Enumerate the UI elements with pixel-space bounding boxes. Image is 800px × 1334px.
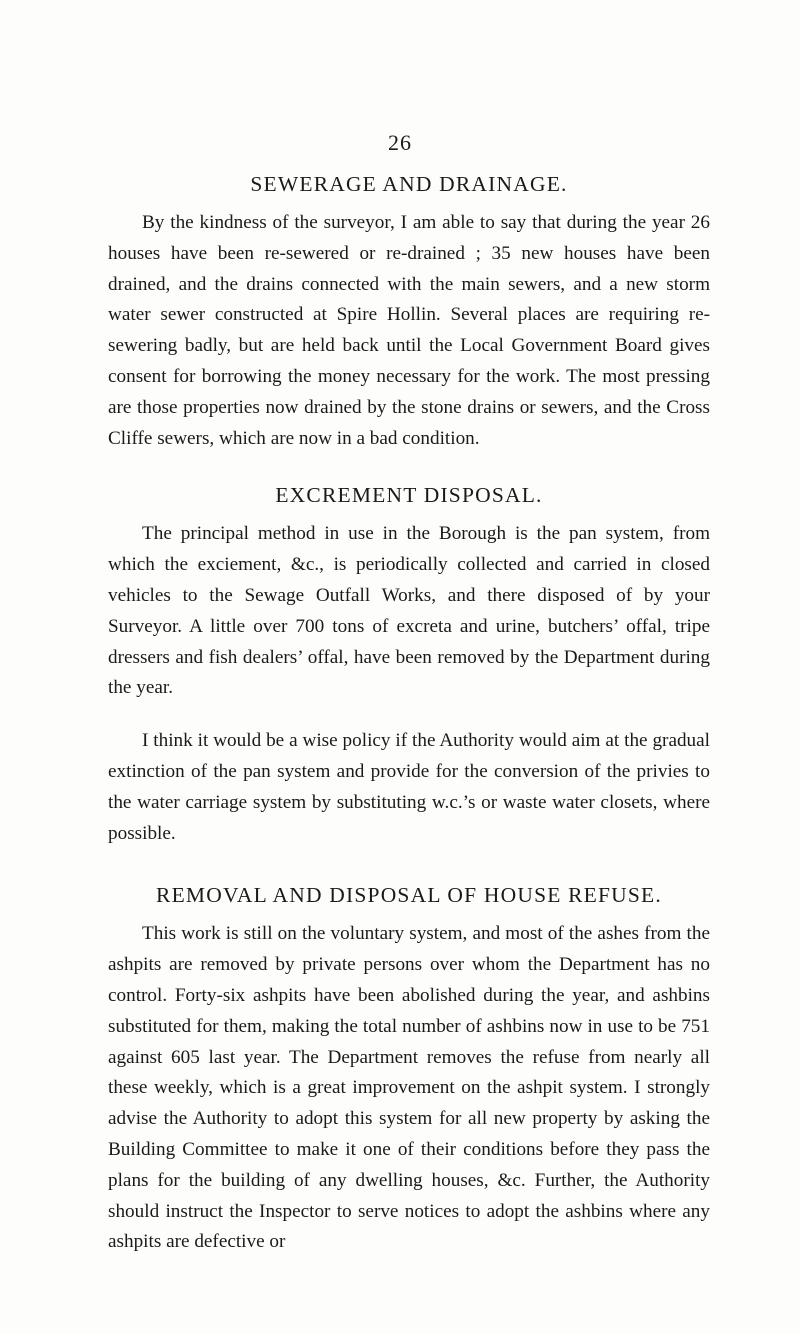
page-body <box>108 172 710 1258</box>
section-excrement-disposal <box>108 483 710 849</box>
section-heading: EXCREMENT DISPOSAL. <box>275 483 543 508</box>
section-heading: SEWERAGE AND DRAINAGE. <box>250 172 568 196</box>
section-heading: REMOVAL AND DISPOSAL OF HOUSE REFUSE. <box>156 883 662 908</box>
section-sewerage-drainage <box>108 172 710 454</box>
paragraph: I think it would be a wise policy if the Authority would aim at the gradual extinction of the pan system and provide for the conversion of the privies to the water carriage system by substituting w.c.’s or waste water closets, where possible. <box>108 730 710 844</box>
paragraph: By the kindness of the surveyor, I am able to say that during the year 26 houses have been re-sewered or re-drained ; 35 new houses have been drained, and the drains connected with the main sewers, and a new storm water sewer constructed at Spire Hollin. Several places are requiring re-sewering badly, but are held back until the Local Government Board gives consent for borrowing the money necessary for the work. The most pressing are those properties now drained by the stone drains or sewers, and the Cross Cliffe sewers, which are now in a bad condition. <box>108 212 710 449</box>
page-number: 26 <box>388 130 412 155</box>
section-house-refuse <box>108 883 710 1258</box>
paragraph: The principal method in use in the Borough is the pan system, from which the exciement, &c., is periodically collected and carried in closed vehicles to the Sewage Outfall Works, and there disposed of by your Surveyor. A little over 700 tons of excreta and urine, butchers’ offal, tripe dressers and fish dealers’ offal, have been removed by the Department during the year. <box>108 523 710 699</box>
paragraph: This work is still on the voluntary system, and most of the ashes from the ashpits are removed by private persons over whom the Department has no control. Forty-six ashpits have been abolished during the year, and ashbins substituted for them, making the total number of ashbins now in use to be 751 against 605 last year. The Department removes the refuse from nearly all these weekly, which is a great improvement on the ashpit system. I strongly advise the Authority to adopt this system for all new property by asking the Building Committee to make it one of their conditions before they pass the plans for the building of any dwelling houses, &c. Further, the Authority should instruct the Inspector to serve notices to adopt the ashbins where any ashpits are defective or <box>108 923 710 1253</box>
